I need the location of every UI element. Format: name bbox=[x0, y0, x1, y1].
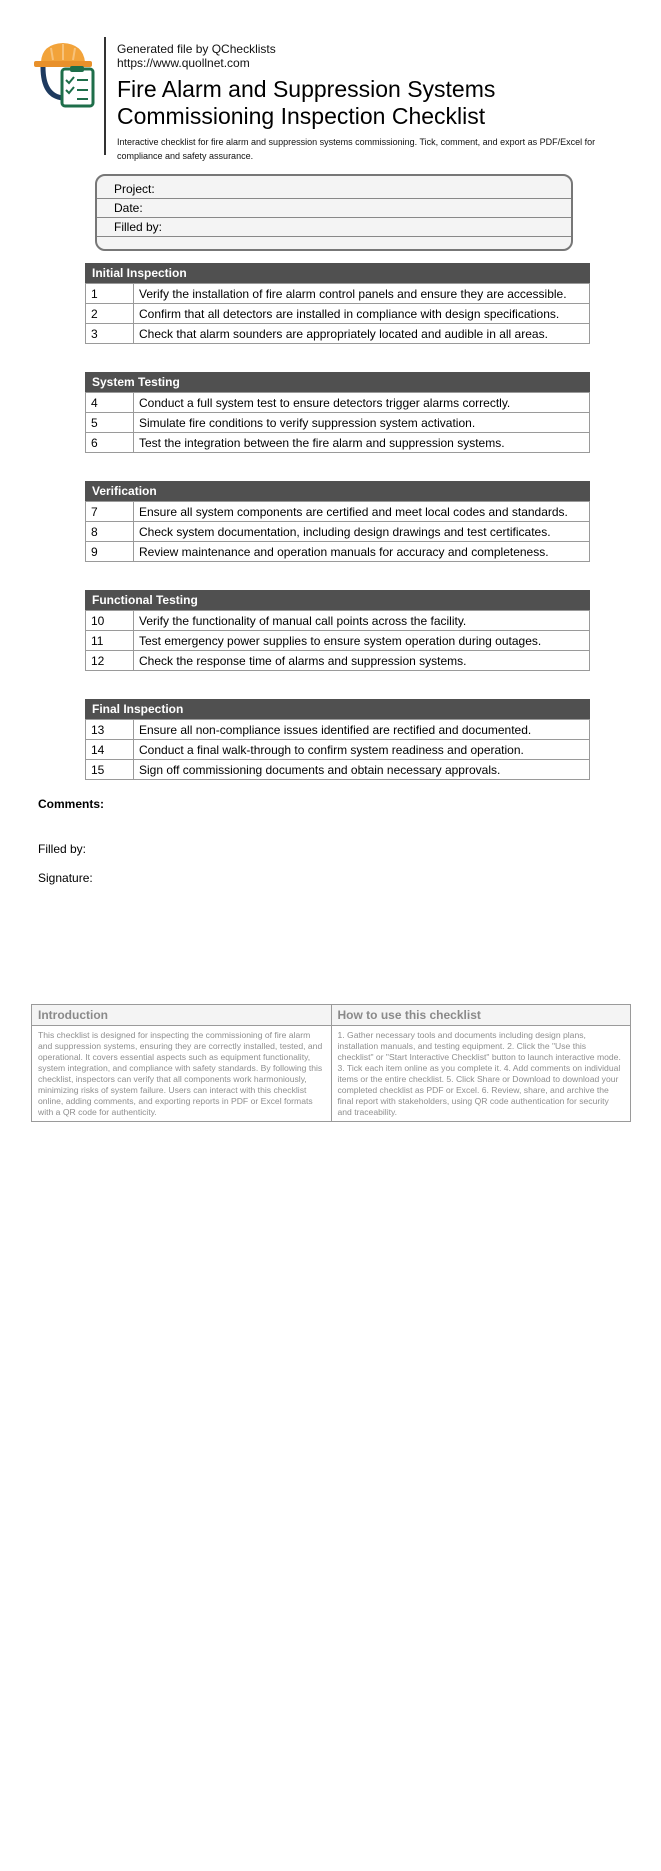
section-final-inspection bbox=[85, 699, 590, 780]
section-header: Initial Inspection bbox=[85, 263, 590, 283]
checklist-item[interactable] bbox=[86, 720, 590, 740]
item-text: Verify the functionality of manual call points across the facility. bbox=[134, 611, 590, 631]
item-text: Conduct a final walk-through to confirm system readiness and operation. bbox=[134, 740, 590, 760]
section-header: Verification bbox=[85, 481, 590, 501]
item-number: 6 bbox=[86, 433, 134, 453]
item-number: 13 bbox=[86, 720, 134, 740]
checklist-item[interactable] bbox=[86, 740, 590, 760]
checklist-table bbox=[85, 501, 590, 562]
intro-table bbox=[31, 1004, 631, 1122]
checklist-item[interactable] bbox=[86, 304, 590, 324]
section-header: Functional Testing bbox=[85, 590, 590, 610]
item-text: Conduct a full system test to ensure detectors trigger alarms correctly. bbox=[134, 393, 590, 413]
item-number: 15 bbox=[86, 760, 134, 780]
item-number: 8 bbox=[86, 522, 134, 542]
item-text: Test the integration between the fire alarm and suppression systems. bbox=[134, 433, 590, 453]
section-header: Final Inspection bbox=[85, 699, 590, 719]
checklist-table bbox=[85, 719, 590, 780]
item-number: 12 bbox=[86, 651, 134, 671]
project-info-box bbox=[95, 174, 573, 251]
section-verification bbox=[85, 481, 590, 562]
howto-heading: How to use this checklist bbox=[331, 1005, 631, 1026]
signature-label: Signature: bbox=[38, 871, 93, 885]
item-text: Check the response time of alarms and suppression systems. bbox=[134, 651, 590, 671]
item-text: Verify the installation of fire alarm control panels and ensure they are accessible. bbox=[134, 284, 590, 304]
item-number: 5 bbox=[86, 413, 134, 433]
checklist-item[interactable] bbox=[86, 611, 590, 631]
item-text: Review maintenance and operation manuals for accuracy and completeness. bbox=[134, 542, 590, 562]
page-title bbox=[117, 76, 617, 130]
filled-by-field[interactable]: Filled by: bbox=[97, 218, 571, 237]
intro-text: This checklist is designed for inspecting the commissioning of fire alarm and suppression systems, ensuring they are correctly installed, tested, and operational. It covers essential aspects such as equipment functionality, system integration, and compliance with safety standards. By following this checklist, inspectors can verify that all components work harmoniously, minimizing risks of system failure. Users can interact with this checklist online, adding comments, and exporting reports in PDF or Excel formats with a QR code for authenticity. bbox=[32, 1026, 332, 1122]
checklist-item[interactable] bbox=[86, 413, 590, 433]
section-header: System Testing bbox=[85, 372, 590, 392]
item-number: 2 bbox=[86, 304, 134, 324]
checklist-item[interactable] bbox=[86, 542, 590, 562]
section-functional-testing bbox=[85, 590, 590, 671]
intro-heading: Introduction bbox=[32, 1005, 332, 1026]
item-number: 9 bbox=[86, 542, 134, 562]
item-text: Sign off commissioning documents and obtain necessary approvals. bbox=[134, 760, 590, 780]
item-number: 7 bbox=[86, 502, 134, 522]
filled-by-label: Filled by: bbox=[38, 842, 87, 856]
checklist-item[interactable] bbox=[86, 502, 590, 522]
checklist-item[interactable] bbox=[86, 760, 590, 780]
checklist-item[interactable] bbox=[86, 324, 590, 344]
checklist-table bbox=[85, 392, 590, 453]
date-field[interactable]: Date: bbox=[97, 199, 571, 218]
howto-text: 1. Gather necessary tools and documents including design plans, installation manuals, and testing equipment. 2. Click the "Use this checklist" or "Start Interactive Checklist" button to launch interactive mode. 3. Tick each item online as you complete it. 4. Add comments on individual items or the entire checklist. 5. Click Share or Download to download your completed checklist as PDF or Excel. 6. Review, share, and archive the final report with stakeholders, using QR code authentication for security and traceability. bbox=[331, 1026, 631, 1122]
section-system-testing bbox=[85, 372, 590, 453]
item-number: 1 bbox=[86, 284, 134, 304]
title-line-2: Commissioning Inspection Checklist bbox=[117, 103, 486, 129]
project-field[interactable]: Project: bbox=[97, 180, 571, 199]
helmet-checklist-logo-icon bbox=[33, 38, 103, 114]
checklist-item[interactable] bbox=[86, 393, 590, 413]
checklist-item[interactable] bbox=[86, 284, 590, 304]
item-text: Simulate fire conditions to verify suppression system activation. bbox=[134, 413, 590, 433]
page-description: Interactive checklist for fire alarm and suppression systems commissioning. Tick, comment, and export as PDF/Excel for compliance and safety assurance. bbox=[117, 137, 596, 161]
checklist-item[interactable] bbox=[86, 433, 590, 453]
item-text: Check system documentation, including design drawings and test certificates. bbox=[134, 522, 590, 542]
checklist-item[interactable] bbox=[86, 522, 590, 542]
item-number: 4 bbox=[86, 393, 134, 413]
header bbox=[117, 42, 617, 163]
item-number: 14 bbox=[86, 740, 134, 760]
item-number: 3 bbox=[86, 324, 134, 344]
comments-label: Comments: bbox=[38, 797, 105, 811]
item-text: Check that alarm sounders are appropriately located and audible in all areas. bbox=[134, 324, 590, 344]
item-number: 11 bbox=[86, 631, 134, 651]
section-initial-inspection bbox=[85, 263, 590, 344]
website-link[interactable]: https://www.quollnet.com bbox=[117, 56, 250, 70]
title-line-1: Fire Alarm and Suppression Systems bbox=[117, 76, 496, 102]
item-text: Ensure all non-compliance issues identified are rectified and documented. bbox=[134, 720, 590, 740]
item-text: Ensure all system components are certified and meet local codes and standards. bbox=[134, 502, 590, 522]
item-text: Confirm that all detectors are installed in compliance with design specifications. bbox=[134, 304, 590, 324]
item-number: 10 bbox=[86, 611, 134, 631]
generated-by-text: Generated file by QChecklists bbox=[117, 42, 276, 56]
checklist-table bbox=[85, 283, 590, 344]
checklist-item[interactable] bbox=[86, 631, 590, 651]
checklist-table bbox=[85, 610, 590, 671]
item-text: Test emergency power supplies to ensure system operation during outages. bbox=[134, 631, 590, 651]
header-divider bbox=[104, 37, 106, 155]
checklist-item[interactable] bbox=[86, 651, 590, 671]
